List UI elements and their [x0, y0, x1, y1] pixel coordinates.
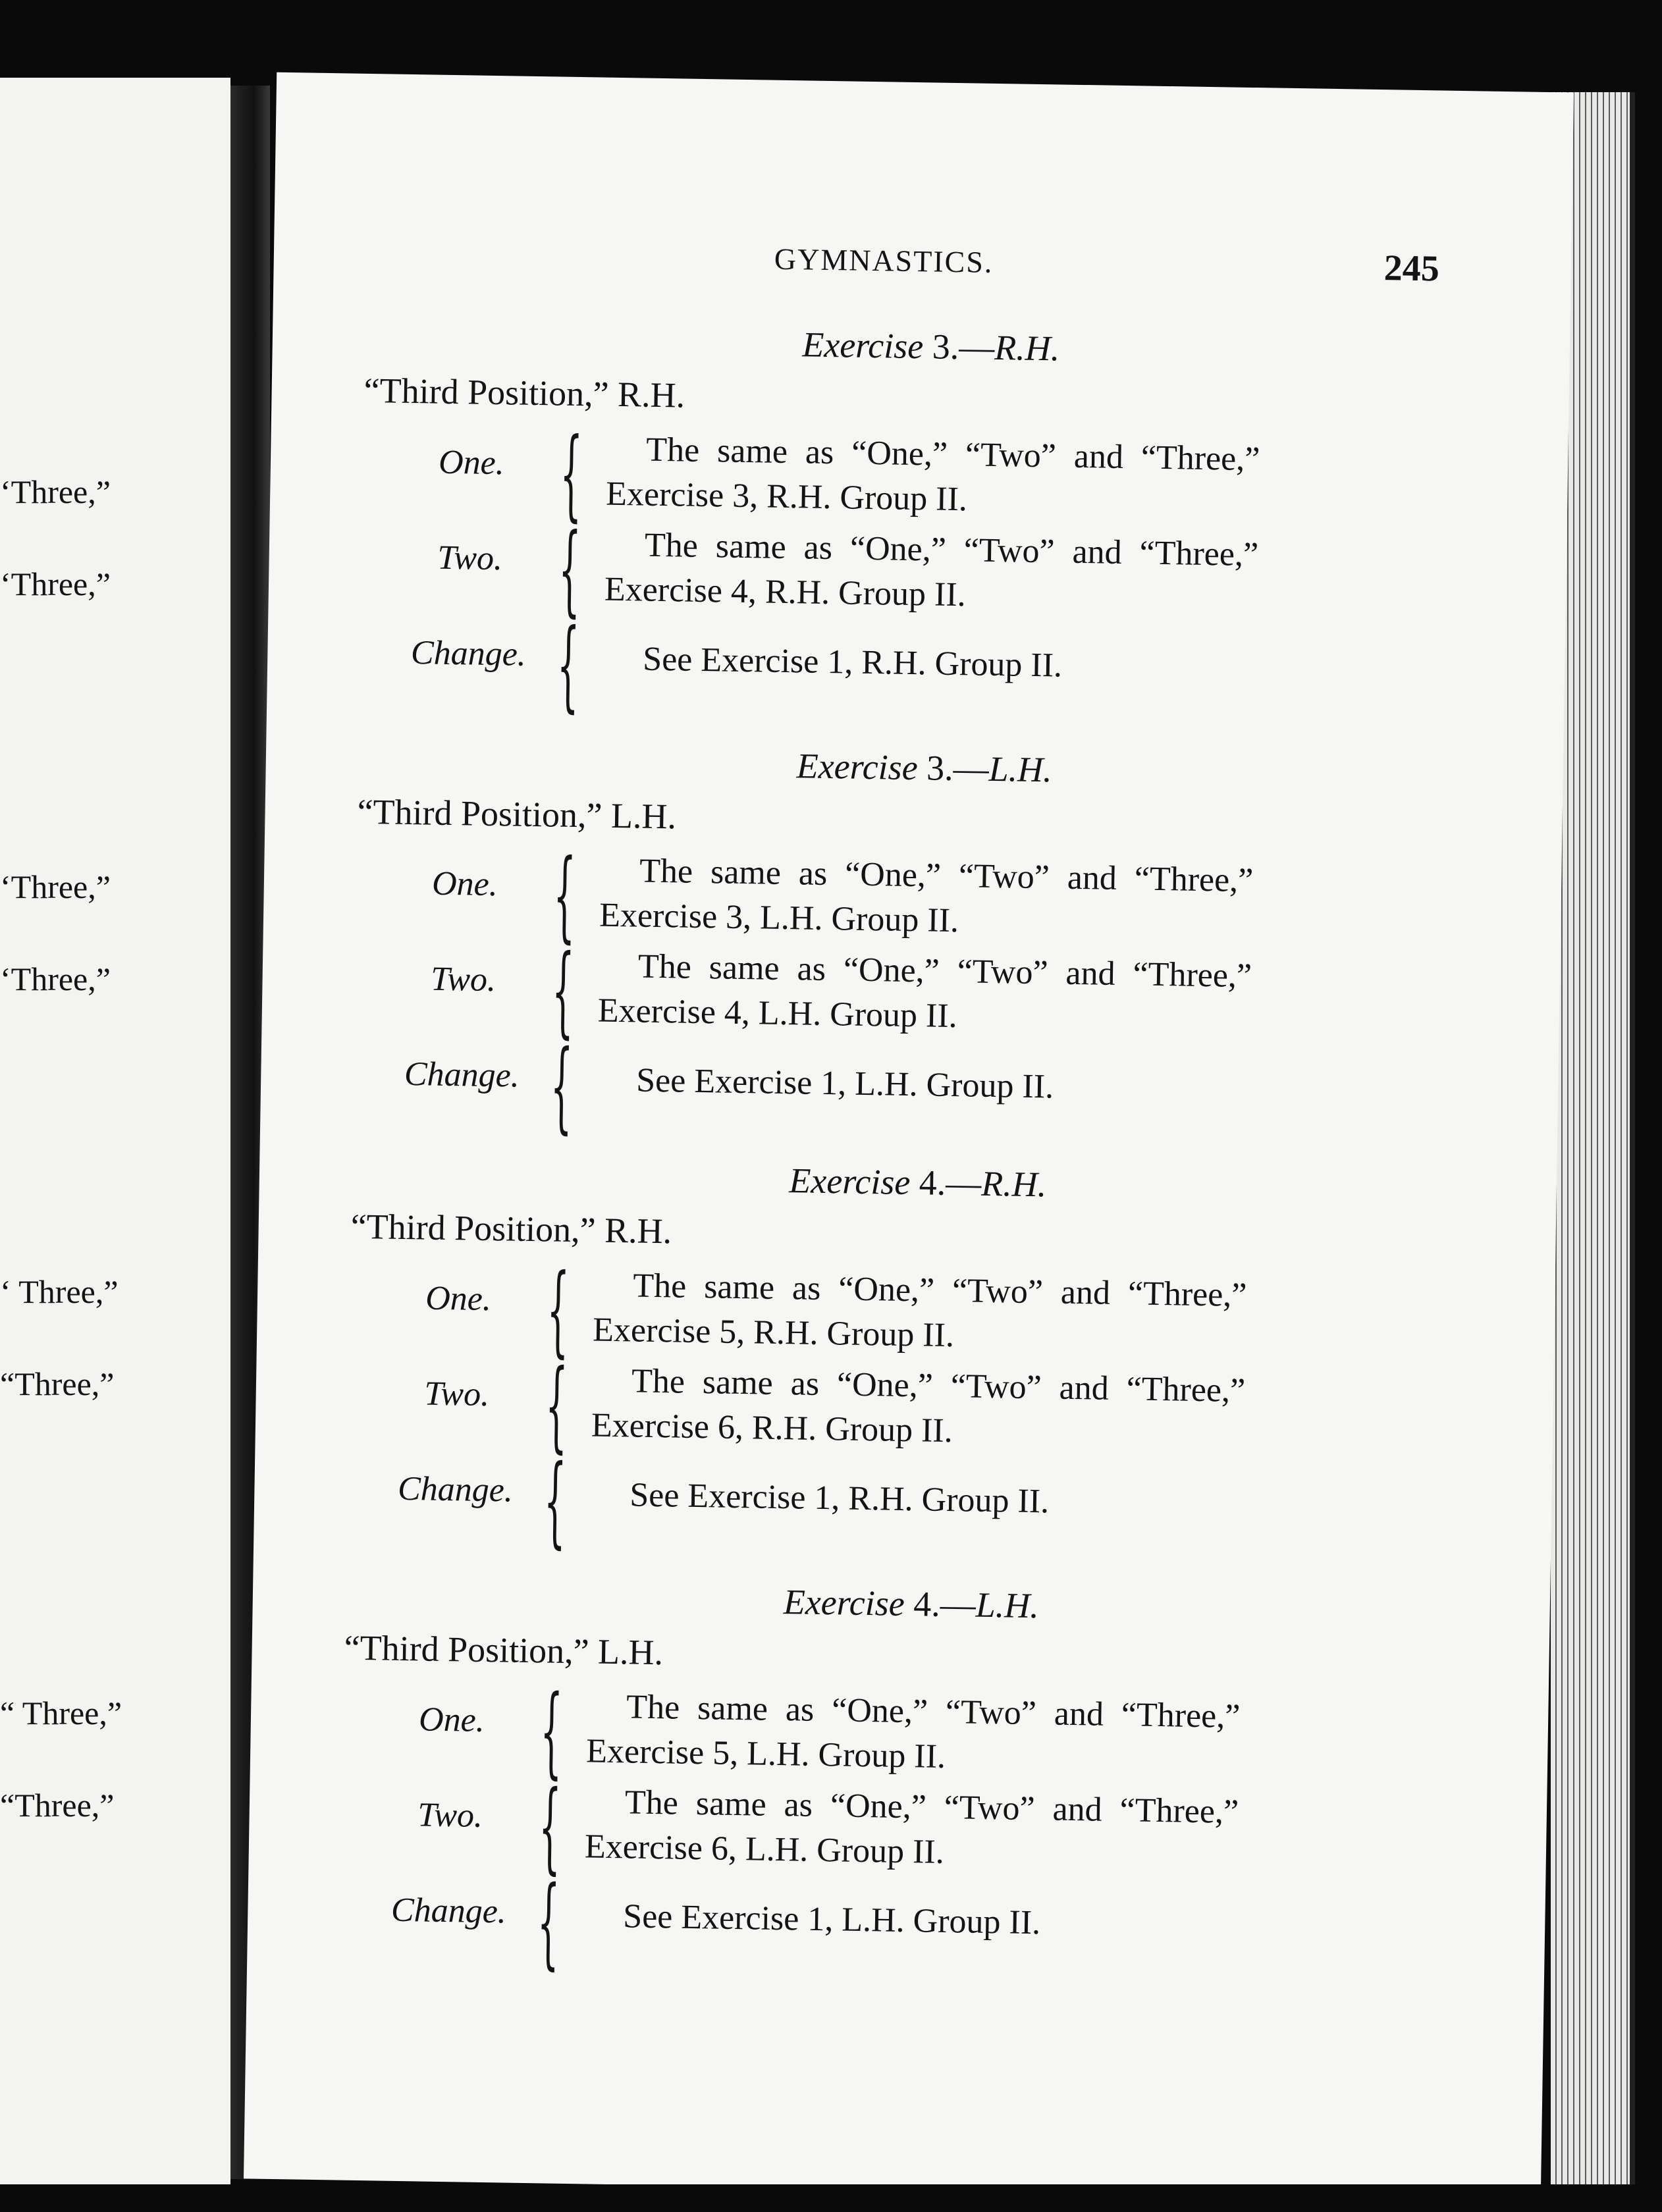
exercise-title — [660, 743, 1188, 793]
step-label: Two. — [437, 539, 503, 578]
step-label: One. — [418, 1700, 485, 1739]
exercise-section — [253, 1573, 1550, 1980]
step-text-line: Exercise 3, R.H. Group II. — [605, 475, 968, 519]
step-change — [254, 1444, 1552, 1570]
step-label: Change. — [404, 1055, 520, 1095]
step-change — [260, 1029, 1559, 1156]
page-number: 245 — [1383, 248, 1440, 290]
step-label: Two. — [417, 1796, 483, 1835]
running-head: GYMNASTICS. — [774, 242, 994, 279]
exercise-hand: L.H. — [975, 1585, 1040, 1626]
step-label: Two. — [423, 1375, 490, 1414]
exercise-section — [266, 737, 1563, 1144]
exercise-number: 3.— — [932, 327, 995, 367]
position-line: “Third Position,” R.H. — [363, 370, 685, 415]
step-text-line: Exercise 4, L.H. Group II. — [597, 991, 958, 1036]
step-text-line: The same as “One,” “Two” and “Three,” — [645, 431, 1260, 479]
exercise-title — [647, 1579, 1175, 1629]
exercise-section — [259, 1152, 1557, 1559]
step-text-line: The same as “One,” “Two” and “Three,” — [631, 1362, 1246, 1410]
brace-icon: { — [545, 1348, 569, 1463]
exercise-number: 3.— — [926, 748, 990, 789]
step-label: One. — [425, 1279, 492, 1319]
left-page-fragment: ‘Three,” — [0, 868, 111, 905]
step-label: Change. — [390, 1891, 507, 1931]
step-label: Change. — [410, 634, 527, 673]
brace-icon: { — [551, 934, 576, 1049]
step-text-line: See Exercise 1, L.H. Group II. — [635, 1061, 1054, 1106]
step-text-line: Exercise 5, L.H. Group II. — [585, 1732, 946, 1776]
step-text-line: The same as “One,” “Two” and “Three,” — [632, 1267, 1247, 1315]
left-page-fragment: “Three,” — [0, 1787, 115, 1824]
exercise-word: Exercise — [788, 1161, 911, 1203]
brace-icon: { — [552, 838, 577, 953]
exercise-number: 4.— — [913, 1584, 977, 1625]
step-text-line: The same as “One,” “Two” and “Three,” — [639, 852, 1254, 900]
brace-icon: { — [549, 1029, 574, 1144]
exercise-title — [667, 322, 1194, 371]
step-text-line: See Exercise 1, R.H. Group II. — [642, 640, 1063, 685]
left-page-fragment: ‘ Three,” — [0, 1273, 119, 1310]
step-text-line: Exercise 3, L.H. Group II. — [599, 896, 959, 940]
position-line: “Third Position,” R.H. — [350, 1206, 672, 1251]
step-label: One. — [431, 864, 498, 904]
exercise-hand: R.H. — [980, 1163, 1047, 1205]
left-page-fragment: ‘Three,” — [0, 473, 111, 510]
step-text-line: The same as “One,” “Two” and “Three,” — [637, 947, 1252, 995]
step-text-line: Exercise 6, L.H. Group II. — [584, 1828, 945, 1871]
exercise-word: Exercise — [801, 325, 924, 367]
exercise-hand: L.H. — [988, 749, 1053, 790]
page-header — [273, 234, 1571, 300]
left-page-fragment: “Three,” — [0, 1365, 115, 1402]
brace-icon: { — [559, 417, 583, 533]
position-line: “Third Position,” L.H. — [344, 1627, 664, 1673]
step-text-line: Exercise 5, R.H. Group II. — [592, 1311, 955, 1355]
scan-border — [0, 2184, 1662, 2212]
step-text-line: The same as “One,” “Two” and “Three,” — [644, 526, 1259, 574]
step-text-line: Exercise 4, R.H. Group II. — [604, 570, 967, 614]
step-text-line: See Exercise 1, R.H. Group II. — [629, 1476, 1050, 1521]
step-label: Two. — [430, 960, 496, 999]
exercise-word: Exercise — [783, 1582, 905, 1623]
step-change — [267, 608, 1565, 735]
brace-icon: { — [539, 1674, 564, 1789]
brace-icon: { — [543, 1444, 567, 1559]
step-change — [247, 1865, 1545, 1991]
exercise-word: Exercise — [796, 746, 919, 788]
step-text-line: See Exercise 1, L.H. Group II. — [622, 1897, 1041, 1942]
step-text-line: The same as “One,” “Two” and “Three,” — [624, 1783, 1239, 1831]
brace-icon: { — [546, 1253, 570, 1368]
brace-icon: { — [558, 512, 582, 628]
exercise-section — [273, 316, 1570, 724]
left-page-fragment: “ Three,” — [0, 1695, 122, 1731]
step-text-line: The same as “One,” “Two” and “Three,” — [626, 1688, 1241, 1736]
exercise-title — [654, 1158, 1181, 1207]
step-text-line: Exercise 6, R.H. Group II. — [591, 1406, 953, 1450]
brace-icon: { — [538, 1770, 562, 1885]
left-page — [0, 78, 230, 2184]
position-line: “Third Position,” L.H. — [357, 791, 677, 837]
left-page-fragment: ‘Three,” — [0, 961, 111, 997]
brace-icon: { — [556, 608, 580, 724]
step-label: One. — [438, 443, 505, 483]
exercise-number: 4.— — [919, 1163, 982, 1203]
step-label: Change. — [397, 1469, 514, 1510]
brace-icon: { — [536, 1865, 560, 1980]
exercise-hand: R.H. — [994, 327, 1060, 369]
book-page — [244, 72, 1574, 2199]
left-page-fragment: ‘Three,” — [0, 566, 111, 602]
